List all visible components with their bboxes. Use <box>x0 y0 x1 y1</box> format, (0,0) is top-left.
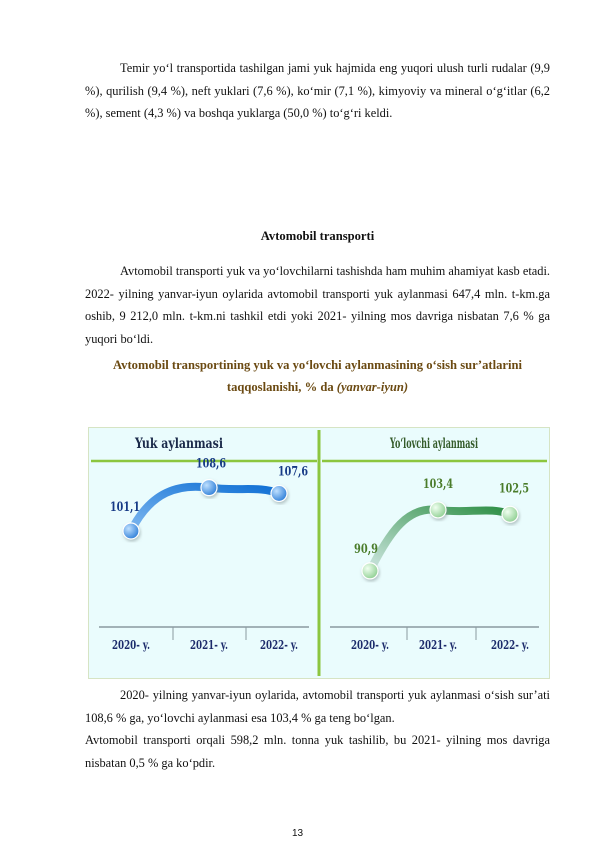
x-tick-label: 2020- y. <box>351 638 389 652</box>
x-tick-label: 2020- y. <box>112 638 150 652</box>
x-tick-label: 2022- y. <box>260 638 298 652</box>
paragraph-auto-transport-text: Avtomobil transporti yuk va yo‘lovchilarni tashishda ham muhim ahamiyat kasb etadi. 2022- yilning yanvar-iyun oylarida avtomobil transporti yuk aylanmasi 647,4 mln. t-km.ga oshib, 9 212,0 mln. t-km.ni tashkil etdi yoki 2021- yilning mos davriga nisbatan 7,6 % ga yuqori bo‘ldi. <box>85 264 550 346</box>
data-label: 90,9 <box>354 541 378 557</box>
page-number: 13 <box>291 828 304 839</box>
paragraph-auto-transport <box>85 260 550 350</box>
growth-chart-figure <box>88 427 550 679</box>
figure-caption-line2 <box>80 376 555 398</box>
paragraph-rail-cargo-text: Temir yo‘l transportida tashilgan jami yuk hajmida eng yuqori ulush turli rudalar (9,9 %), qurilish (9,4 %), neft yuklari (7,6 %), ko‘mir (7,1 %), kimyoviy va mineral o‘g‘itlar (6,2 %), sement (4,3 %) va boshqa yuklarga (50,0 %) to‘g‘ri keldi. <box>85 61 550 120</box>
x-tick-label: 2021- y. <box>190 638 228 652</box>
paragraph-cargo-tonnage-text: Avtomobil transporti orqali 598,2 mln. tonna yuk tashilib, bu 2021- yilning mos davriga nisbatan 0,5 % ga ko‘pdir. <box>85 733 550 770</box>
chart-title: Yuk aylanmasi <box>134 436 223 452</box>
data-label: 108,6 <box>196 456 226 472</box>
x-tick-label: 2022- y. <box>491 638 529 652</box>
growth-chart-svg <box>89 428 549 678</box>
figure-caption-main: taqqoslanishi, % da <box>226 380 337 394</box>
figure-caption-period: (yanvar-iyun) <box>336 380 409 394</box>
data-point <box>123 523 139 539</box>
figure-caption <box>80 354 555 398</box>
figure-caption-line1: Avtomobil transportining yuk va yo‘lovchi aylanmasining o‘sish sur’atlarini <box>113 358 522 372</box>
data-label: 102,5 <box>499 481 529 497</box>
series-line <box>370 510 510 571</box>
data-label: 103,4 <box>423 476 453 492</box>
data-point <box>430 502 446 518</box>
data-point <box>201 480 217 496</box>
paragraph-cargo-tonnage <box>85 729 550 774</box>
x-tick-label: 2021- y. <box>419 638 457 652</box>
paragraph-rail-cargo <box>85 57 550 125</box>
data-point <box>362 563 378 579</box>
paragraph-growth-rates <box>85 684 550 729</box>
data-point <box>271 485 287 501</box>
data-label: 101,1 <box>110 499 140 515</box>
paragraph-growth-rates-text: 2020- yilning yanvar-iyun oylarida, avtomobil transporti yuk aylanmasi o‘sish sur’ati 108,6 % ga, yo‘lovchi aylanmasi esa 103,4 % ga teng bo‘lgan. <box>85 688 550 725</box>
section-heading: Avtomobil transporti <box>260 229 375 243</box>
data-point <box>502 506 518 522</box>
chart-title: Yo‘lovchi aylanmasi <box>389 436 478 452</box>
data-label: 107,6 <box>278 464 308 480</box>
